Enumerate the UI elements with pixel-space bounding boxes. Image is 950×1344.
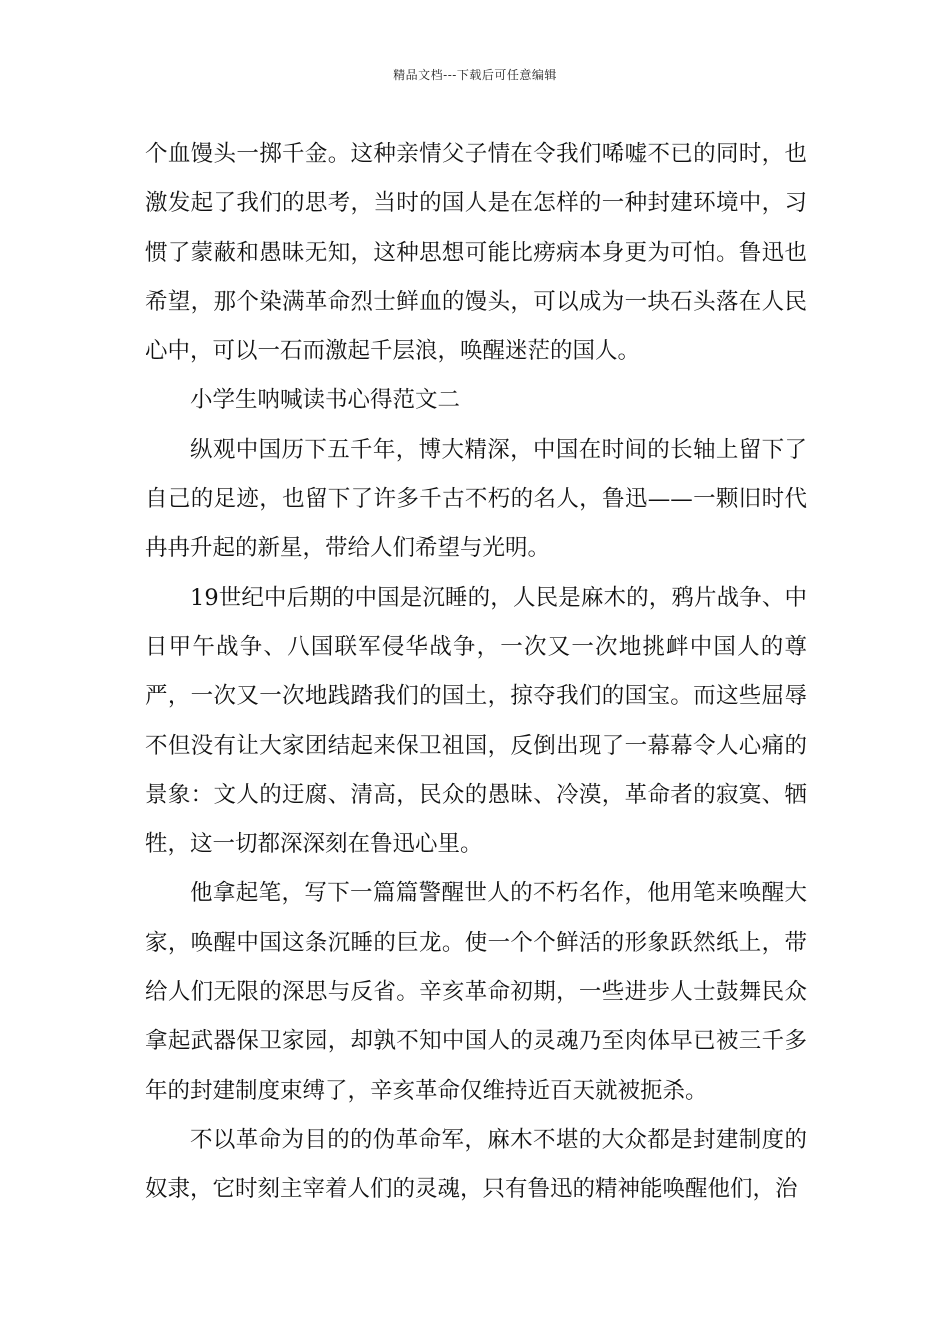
paragraph-continued: 个血馒头一掷千金。这种亲情父子情在令我们唏嘘不已的同时，也激发起了我们的思考，当时的国人是在怎样的一种封建环境中，习惯了蒙蔽和愚昧无知，这种思想可能比痨病本身更为可怕。鲁迅也希望，那个染满革命烈士鲜血的馒头，可以成为一块石头落在人民心中，可以一石而激起千层浪，唤醒迷茫的国人。 [145,141,807,365]
paragraph: 纵观中国历下五千年，博大精深，中国在时间的长轴上留下了自己的足迹，也留下了许多千古不朽的名人，鲁迅——一颗旧时代冉冉升起的新星，带给人们希望与光明。 [145,436,807,562]
section-heading: 小学生呐喊读书心得范文二 [190,387,461,414]
paragraph: 不以革命为目的的伪革命军，麻木不堪的大众都是封建制度的奴隶，它时刻主宰着人们的灵魂，只有鲁迅的精神能唤醒他们，治 [145,1126,807,1203]
paragraph: 19世纪中后期的中国是沉睡的，人民是麻木的，鸦片战争、中日甲午战争、八国联军侵华战争，一次又一次地挑衅中国人的尊严，一次又一次地践踏我们的国土，掠夺我们的国宝。而这些屈辱不但没有让大家团结起来保卫祖国，反倒出现了一幕幕令人心痛的景象：文人的迂腐、清高，民众的愚昧、冷漠，革命者的寂寞、牺牲，这一切都深深刻在鲁迅心里。 [145,584,807,858]
document-body [145,130,807,1215]
page-header: 精品文档---下载后可任意编辑 [393,68,557,82]
paragraph: 他拿起笔，写下一篇篇警醒世人的不朽名作，他用笔来唤醒大家，唤醒中国这条沉睡的巨龙。使一个个鲜活的形象跃然纸上，带给人们无限的深思与反省。辛亥革命初期，一些进步人士鼓舞民众拿起武器保卫家园，却孰不知中国人的灵魂乃至肉体早已被三千多年的封建制度束缚了，辛亥革命仅维持近百天就被扼杀。 [145,880,807,1104]
